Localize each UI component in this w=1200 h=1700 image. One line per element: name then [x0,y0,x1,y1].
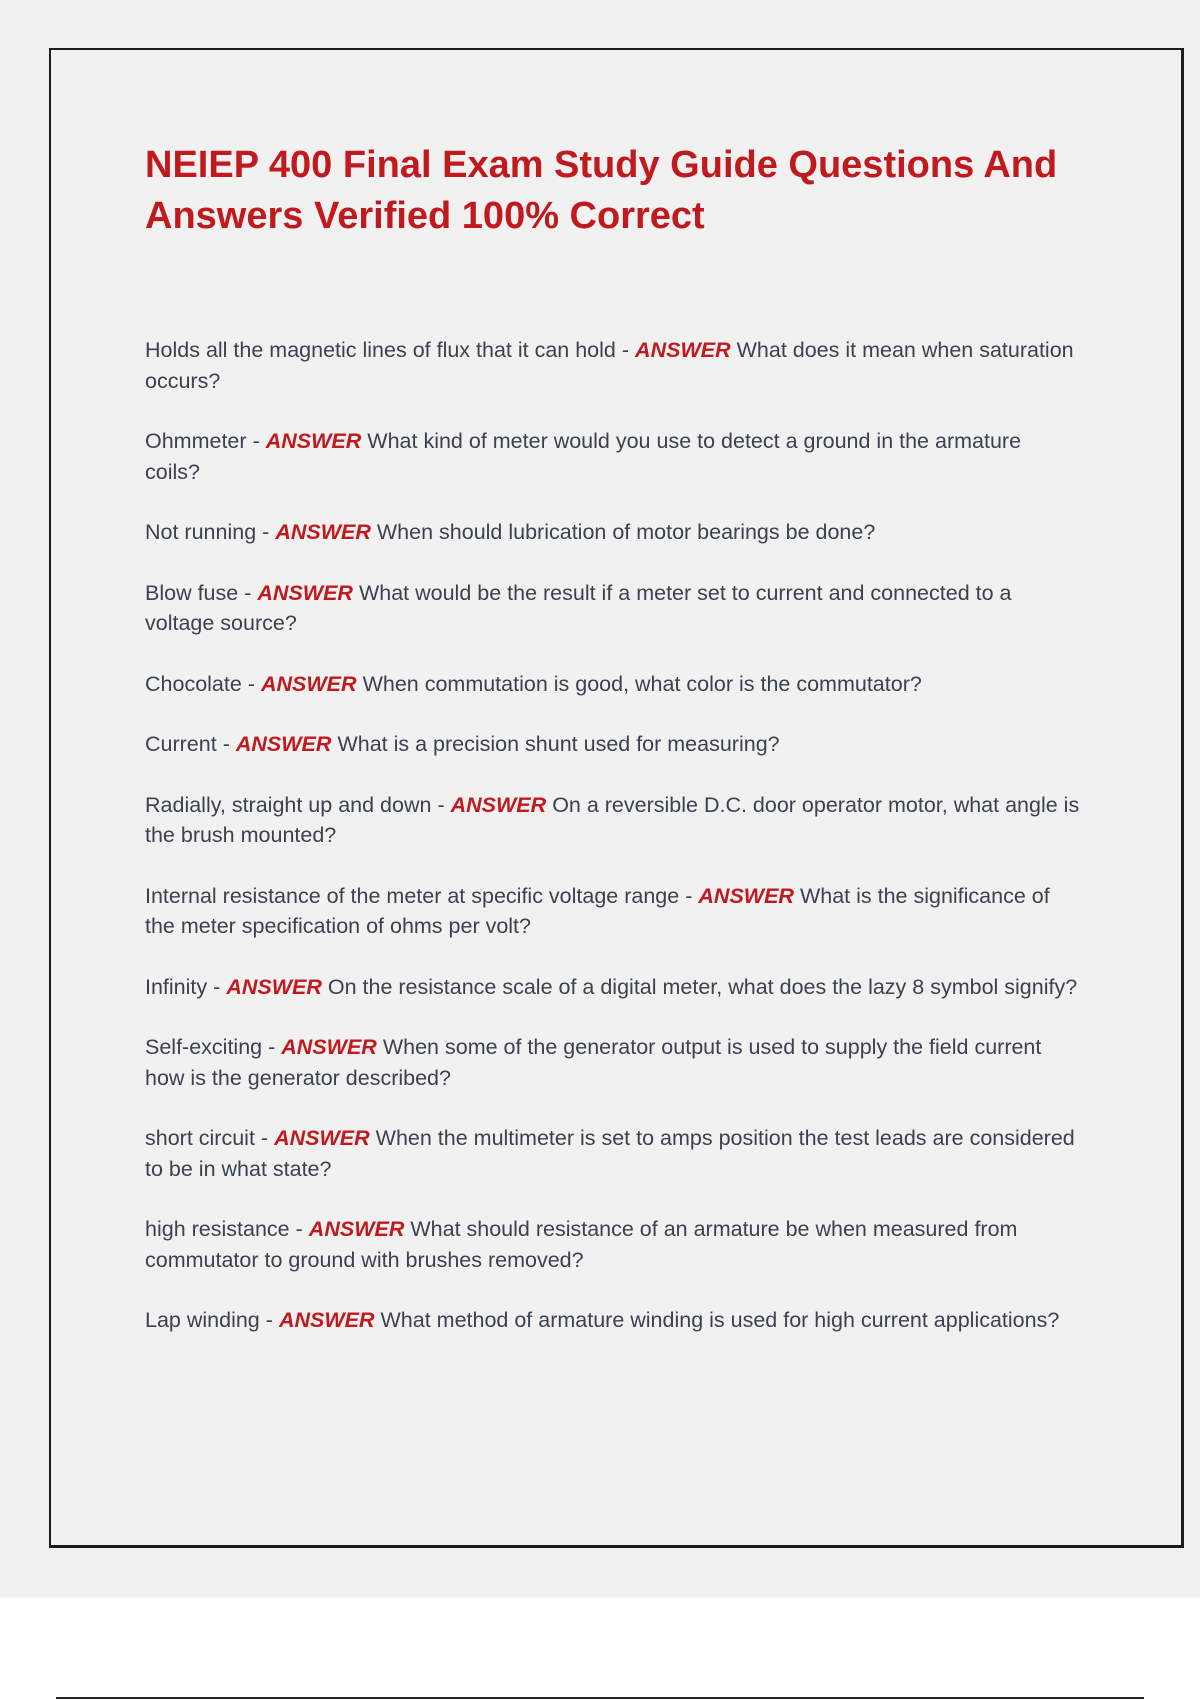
question-text: When the multimeter is set to amps position the test leads are considered to be in what state? [145,1126,1075,1181]
answer-tag: ANSWER [265,429,362,453]
separator: - [260,1126,269,1150]
answer-tag: ANSWER [281,1035,377,1059]
separator: - [262,520,270,544]
question-text: What would be the result if a meter set to current and connected to a voltage source? [145,580,1012,635]
qa-item [145,578,1080,639]
answer-text: high resistance [145,1217,290,1241]
question-text: On the resistance scale of a digital meter, what does the lazy 8 symbol signify? [327,974,1078,999]
question-text: When should lubrication of motor bearings be done? [376,520,876,544]
question-text: When some of the generator output is used to supply the field current how is the generator described? [145,1035,1042,1090]
separator: - [222,732,230,756]
qa-item [145,426,1080,487]
answer-text: Self-exciting [145,1035,263,1059]
qa-item [145,1032,1080,1093]
answer-text: short circuit [145,1126,255,1150]
question-text: What does it mean when saturation occurs? [145,338,1074,393]
qa-item [145,669,1080,700]
qa-item [145,729,1080,760]
question-text: What kind of meter would you use to detect a ground in the armature coils? [145,429,1022,484]
answer-text: Current [145,732,217,756]
answer-tag: ANSWER [450,792,547,817]
separator: - [252,429,260,453]
qa-item [145,1305,1080,1336]
document-title: NEIEP 400 Final Exam Study Guide Questions And Answers Verified 100% Correct [145,144,1058,237]
answer-tag: ANSWER [274,1126,370,1150]
separator: - [247,671,255,696]
qa-item [145,790,1080,851]
qa-item [145,1123,1080,1184]
answer-tag: ANSWER [257,580,353,605]
qa-item [145,517,1080,548]
separator: - [244,580,252,605]
separator: - [295,1217,303,1241]
answer-tag: ANSWER [698,883,794,908]
answer-text: Blow fuse [145,580,239,605]
answer-text: Not running [145,520,257,544]
answer-tag: ANSWER [308,1217,405,1241]
answer-tag: ANSWER [275,520,371,544]
separator: - [437,792,445,817]
answer-tag: ANSWER [278,1308,375,1332]
answer-tag: ANSWER [226,974,322,999]
answer-text: Chocolate [145,671,242,696]
qa-item [145,1214,1080,1275]
question-text: What method of armature winding is used for high current applications? [380,1308,1060,1332]
answer-text: Radially, straight up and down [145,792,432,817]
answer-text: Ohmmeter [145,429,247,453]
answer-text: Lap winding [145,1308,260,1332]
answer-tag: ANSWER [261,671,357,696]
separator: - [685,883,693,908]
question-text: What is the significance of the meter specification of ohms per volt? [145,883,1050,938]
question-text: When commutation is good, what color is the commutator? [362,671,922,696]
answer-text: Infinity [145,974,208,999]
qa-item [145,972,1080,1003]
separator: - [213,974,221,999]
separator: - [268,1035,276,1059]
footer-rule [56,1697,1144,1699]
question-text: On a reversible D.C. door operator motor, what angle is the brush mounted? [145,792,1080,847]
qa-item [145,335,1080,396]
answer-text: Holds all the magnetic lines of flux that it can hold [145,338,616,362]
question-text: What should resistance of an armature be when measured from commutator to ground with brushes removed? [145,1217,1018,1272]
qa-list [145,335,1080,1366]
answer-tag: ANSWER [235,732,332,756]
answer-tag: ANSWER [635,338,731,362]
separator: - [621,338,630,362]
answer-text: Internal resistance of the meter at specific voltage range [145,883,680,908]
question-text: What is a precision shunt used for measuring? [337,732,780,756]
qa-item [145,881,1080,942]
separator: - [265,1308,273,1332]
